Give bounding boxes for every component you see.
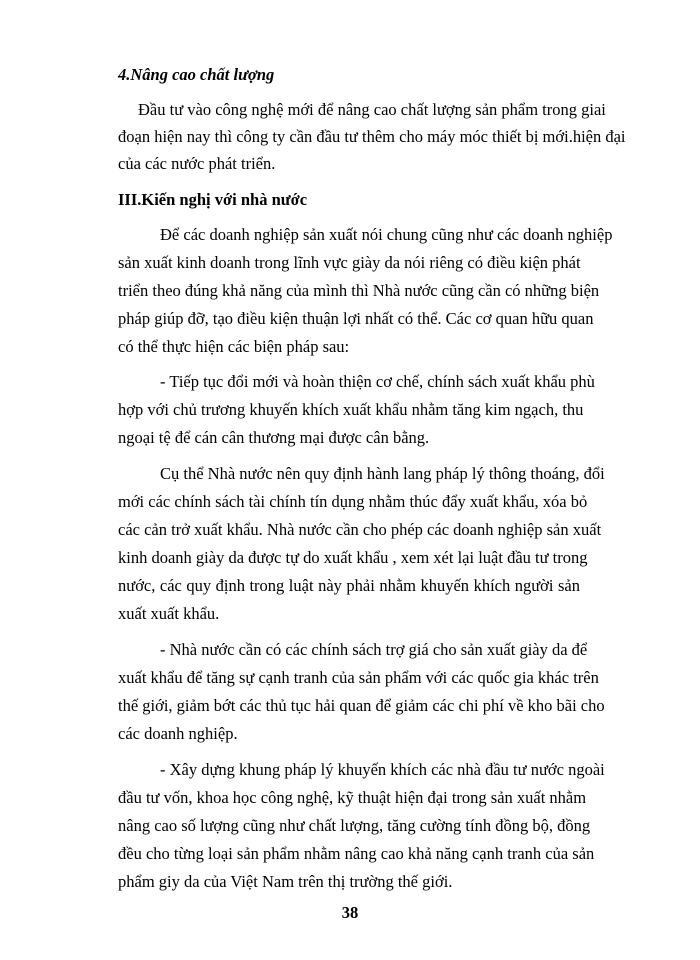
heading-kien-nghi-voi-nha-nuoc: III.Kiến nghị với nhà nước <box>118 190 308 209</box>
para-2-line-1: Để các doanh nghiệp sản xuất nói chung cũng như các doanh nghiệp <box>160 225 613 244</box>
para-5-line-1: - Nhà nước cần có các chính sách trợ giá cho sản xuất giày da để <box>160 640 588 659</box>
para-6-line-2: đầu tư vốn, khoa học công nghệ, kỹ thuật hiện đại trong sản xuất nhằm <box>118 788 587 807</box>
para-4-line-1: Cụ thể Nhà nước nên quy định hành lang pháp lý thông thoáng, đổi <box>160 464 605 483</box>
para-2-line-5: có thể thực hiện các biện pháp sau: <box>118 337 350 356</box>
para-4-line-6: xuất xuất khẩu. <box>118 604 220 623</box>
para-2-line-2: sản xuất kinh doanh trong lĩnh vực giày da nói riêng có điều kiện phát <box>118 253 581 272</box>
para-6-line-3: nâng cao số lượng cũng như chất lượng, tăng cường tính đồng bộ, đồng <box>118 816 591 835</box>
para-2-line-3: triển theo đúng khả năng của mình thì Nhà nước cũng cần có những biện <box>118 281 600 300</box>
heading-nang-cao-chat-luong: 4.Nâng cao chất lượng <box>118 65 275 84</box>
para-1-line-1: Đầu tư vào công nghệ mới để nâng cao chất lượng sản phẩm trong giai <box>138 100 606 119</box>
para-6-line-4: đều cho từng loại sản phẩm nhằm nâng cao khả năng cạnh tranh của sản <box>118 844 595 863</box>
para-5-line-2: xuất khẩu để tăng sự cạnh tranh của sản phẩm với các quốc gia khác trên <box>118 668 599 687</box>
para-5-line-4: các doanh nghiệp. <box>118 724 238 743</box>
para-1-line-3: của các nước phát triển. <box>118 154 276 173</box>
para-2-line-4: pháp giúp đỡ, tạo điều kiện thuận lợi nhất có thể. Các cơ quan hữu quan <box>118 309 594 328</box>
para-1-line-2: đoạn hiện nay thì công ty cần đầu tư thêm cho máy móc thiết bị mới.hiện đại <box>118 127 626 146</box>
para-3-line-3: ngoại tệ để cán cân thương mại được cân bằng. <box>118 428 430 447</box>
page-number: 38 <box>341 903 359 922</box>
para-3-line-1: - Tiếp tục đổi mới và hoàn thiện cơ chế, chính sách xuất khẩu phù <box>160 372 595 391</box>
para-6-line-1: - Xây dựng khung pháp lý khuyến khích các nhà đầu tư nước ngoài <box>160 760 605 779</box>
para-4-line-3: các cản trở xuất khẩu. Nhà nước cần cho phép các doanh nghiệp sản xuất <box>118 520 602 539</box>
para-4-line-2: mới các chính sách tài chính tín dụng nhằm thúc đẩy xuất khẩu, xóa bỏ <box>118 492 588 511</box>
para-4-line-4: kinh doanh giày da được tự do xuất khẩu , xem xét lại luật đầu tư trong <box>118 548 588 567</box>
para-4-line-5: nước, các quy định trong luật này phải nhằm khuyến khích người sản <box>118 576 580 595</box>
para-6-line-5: phẩm giy da của Việt Nam trên thị trường thế giới. <box>118 872 453 891</box>
para-3-line-2: hợp với chủ trương khuyến khích xuất khẩu nhằm tăng kim ngạch, thu <box>118 400 584 419</box>
para-5-line-3: thế giới, giảm bớt các thủ tục hải quan để giảm các chi phí về kho bãi cho <box>118 696 605 715</box>
